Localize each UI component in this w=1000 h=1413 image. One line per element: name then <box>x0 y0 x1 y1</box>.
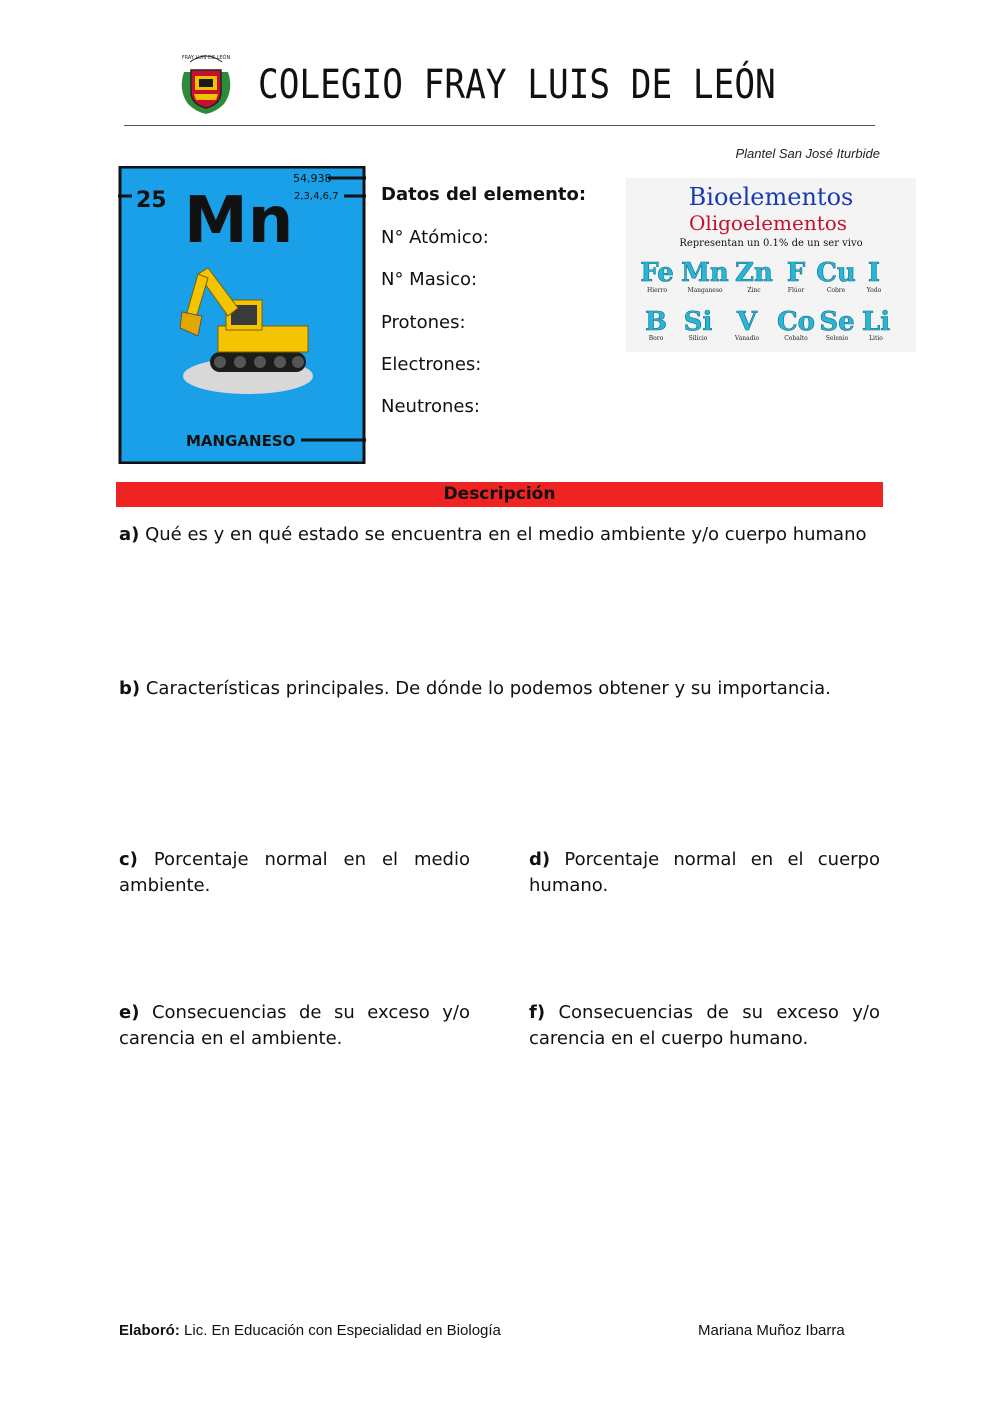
question-letter: f) <box>529 1002 546 1023</box>
footer-author: Mariana Muñoz Ibarra <box>698 1322 845 1339</box>
bio-subtitle: Oligoelementos <box>688 211 848 235</box>
question-e <box>119 1000 470 1052</box>
bio-name: Litio <box>869 335 883 342</box>
question-text: Qué es y en qué estado se encuentra en el medio ambiente y/o cuerpo humano <box>145 524 867 545</box>
bio-name: Cobre <box>826 287 846 294</box>
bio-symbol: Li <box>861 307 891 337</box>
school-logo <box>176 50 236 116</box>
bio-name: Selenio <box>825 335 849 342</box>
bio-symbol: V <box>736 307 758 337</box>
field-atomic-number: N° Atómico: <box>381 227 489 248</box>
element-name: MANGANESO <box>186 432 296 450</box>
bio-name: Silicio <box>688 335 708 342</box>
question-text: Características principales. De dónde lo podemos obtener y su importancia. <box>145 678 831 699</box>
bio-note: Representan un 0.1% de un ser vivo <box>679 238 863 249</box>
question-text: Porcentaje normal en el medio ambiente. <box>119 849 470 896</box>
atomic-mass: 54,938 <box>293 172 332 185</box>
bio-symbol: Mn <box>681 258 729 288</box>
footer-role: Lic. En Educación con Especialidad en Biología <box>184 1322 501 1339</box>
footer-label: Elaboró: <box>119 1322 180 1339</box>
datos-title: Datos del elemento: <box>381 184 587 205</box>
bio-symbol: Co <box>776 307 816 337</box>
bio-name: Hierro <box>646 287 668 294</box>
question-letter: d) <box>529 849 551 870</box>
question-letter: e) <box>119 1002 140 1023</box>
bio-name: Manganeso <box>687 287 723 294</box>
bio-name: Flúor <box>787 287 805 294</box>
question-d <box>529 847 880 899</box>
question-text: Porcentaje normal en el cuerpo humano. <box>529 849 880 896</box>
question-f <box>529 1000 880 1052</box>
bio-name: Zinc <box>747 287 761 294</box>
field-neutrons: Neutrones: <box>381 396 480 417</box>
bio-name: Boro <box>648 335 664 342</box>
footer-credit <box>119 1322 501 1339</box>
oxidation-states: 2,3,4,6,7 <box>294 191 339 202</box>
question-text: Consecuencias de su exceso y/o carencia en el ambiente. <box>119 1002 470 1049</box>
question-a <box>119 522 881 548</box>
atomic-number: 25 <box>136 188 167 213</box>
question-letter: c) <box>119 849 138 870</box>
field-protons: Protones: <box>381 312 466 333</box>
bioelementos-image <box>626 178 916 352</box>
header-divider <box>124 125 875 126</box>
element-card <box>118 166 366 464</box>
campus-label: Plantel San José Iturbide <box>735 146 880 161</box>
bio-name: Yodo <box>866 287 882 294</box>
bio-symbol: Fe <box>640 258 674 288</box>
question-c <box>119 847 470 899</box>
element-symbol: Mn <box>184 184 294 258</box>
bio-symbol: I <box>867 258 881 288</box>
question-letter: b) <box>119 678 141 699</box>
bio-symbol: B <box>645 307 667 337</box>
bio-symbol: Cu <box>816 258 856 288</box>
bio-symbol: F <box>786 258 806 288</box>
bio-name: Vanadio <box>734 335 760 342</box>
question-letter: a) <box>119 524 140 545</box>
logo-text: FRAY LUIS DE LEÓN <box>181 55 231 61</box>
field-electrons: Electrones: <box>381 354 482 375</box>
field-mass-number: N° Masico: <box>381 269 478 290</box>
question-text: Consecuencias de su exceso y/o carencia en el cuerpo humano. <box>529 1002 880 1049</box>
question-b <box>119 676 881 702</box>
bio-symbol: Zn <box>735 258 773 288</box>
descripcion-label: Descripción <box>443 484 556 504</box>
school-name: COLEGIO FRAY LUIS DE LEÓN <box>258 62 776 108</box>
bio-name: Cobalto <box>784 335 808 342</box>
bio-symbol: Si <box>683 307 713 337</box>
bio-title: Bioelementos <box>688 183 854 211</box>
bio-symbol: Se <box>819 307 855 337</box>
